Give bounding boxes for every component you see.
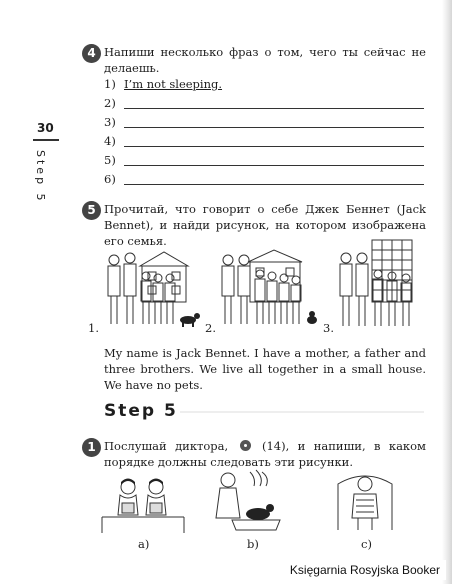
page-number-rule bbox=[33, 139, 59, 141]
task-5-instruction: Прочитай, что говорит о себе Джек Беннет (Jack Bennet), и найди рисунок, на котором изображена его семья. bbox=[104, 202, 426, 248]
family-picture-3 bbox=[334, 240, 430, 338]
answer-row-1 bbox=[104, 77, 222, 93]
answer-number: 1) bbox=[104, 77, 116, 91]
answer-line-4[interactable] bbox=[124, 145, 424, 147]
task-5-badge: 5 bbox=[82, 201, 101, 220]
answer-number: 6) bbox=[104, 172, 116, 186]
answer-number: 4) bbox=[104, 134, 116, 148]
answer-text: I’m not sleeping. bbox=[124, 77, 223, 91]
picture-c-label: c) bbox=[361, 537, 372, 551]
task-4-badge: 4 bbox=[82, 44, 101, 63]
section-heading-rule bbox=[180, 411, 424, 413]
page-edge-shadow bbox=[442, 0, 452, 584]
listening-picture-b bbox=[210, 468, 290, 534]
picture-b-label: b) bbox=[247, 537, 259, 551]
task-1-instruction-rest: (14), и напиши, в каком порядке должны следовать эти рисунки. bbox=[104, 439, 426, 469]
picture-2-label: 2. bbox=[205, 321, 216, 335]
listening-picture-a bbox=[100, 475, 190, 535]
reading-passage: My name is Jack Bennet. I have a mother, a father and three brothers. We live all together in a small house. We have no pets. bbox=[104, 346, 426, 392]
answer-row-3 bbox=[104, 115, 122, 131]
answer-number: 2) bbox=[104, 96, 116, 110]
watermark: Księgarnia Rosyjska Booker bbox=[284, 560, 446, 580]
section-heading: Step 5 bbox=[104, 401, 178, 421]
page-number: 30 bbox=[37, 121, 54, 135]
answer-number: 5) bbox=[104, 153, 116, 167]
answer-line-3[interactable] bbox=[124, 126, 424, 128]
listening-picture-c bbox=[330, 470, 400, 534]
task-1-badge: 1 bbox=[82, 438, 101, 457]
audio-disc-icon[interactable] bbox=[240, 440, 251, 451]
family-picture-2 bbox=[216, 248, 322, 338]
answer-row-6 bbox=[104, 172, 122, 188]
picture-a-label: a) bbox=[138, 537, 150, 551]
answer-line-5[interactable] bbox=[124, 164, 424, 166]
side-step-label: Step 5 bbox=[34, 150, 47, 204]
task-1-instruction-lead: Послушай диктора, bbox=[104, 439, 229, 453]
answer-number: 3) bbox=[104, 115, 116, 129]
picture-3-label: 3. bbox=[323, 321, 334, 335]
answer-row-2 bbox=[104, 96, 122, 112]
family-picture-1 bbox=[100, 248, 210, 338]
answer-row-4 bbox=[104, 134, 122, 150]
answer-line-2[interactable] bbox=[124, 107, 424, 109]
picture-1-label: 1. bbox=[88, 321, 99, 335]
task-1-instruction bbox=[104, 438, 426, 470]
answer-row-5 bbox=[104, 153, 122, 169]
task-4-instruction: Напиши несколько фраз о том, чего ты сейчас не делаешь. bbox=[104, 45, 426, 75]
answer-line-6[interactable] bbox=[124, 183, 424, 185]
